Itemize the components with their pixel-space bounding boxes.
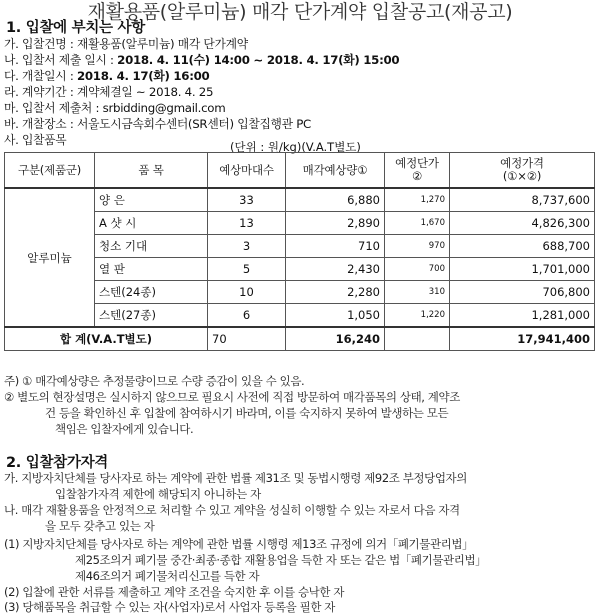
- qty-cell: 5: [208, 258, 286, 281]
- qty-cell: 13: [208, 212, 286, 235]
- header-total-line1: 예정가격: [500, 156, 544, 170]
- weight-cell: 6,880: [286, 188, 385, 212]
- unit-price-cell: 1,670: [385, 212, 450, 235]
- header-item: 품 목: [95, 153, 208, 189]
- item-cell: 스텐(27종): [95, 304, 208, 328]
- unit-price-cell: 1,220: [385, 304, 450, 328]
- item-submission-email: [4, 100, 225, 116]
- section1-heading: 1. 입찰에 부치는 사항: [6, 20, 145, 36]
- total-cell: 706,800: [450, 281, 595, 304]
- item-bid-name: [4, 36, 248, 52]
- item-prefix: 다. 개찰일시 :: [4, 69, 77, 83]
- item-prefix: 나. 입찰서 제출 일시 :: [4, 53, 118, 67]
- item-cell: 청소 기대: [95, 235, 208, 258]
- unit-price-cell: 970: [385, 235, 450, 258]
- item-cell: A 샷 시: [95, 212, 208, 235]
- document-title: 재활용품(알루미늄) 매각 단가계약 입찰공고(재공고): [87, 1, 513, 23]
- email-link[interactable]: srbidding@gmail.com: [102, 101, 226, 115]
- qty-cell: 3: [208, 235, 286, 258]
- item-value: 계약체결일 ~ 2018. 4. 25: [76, 85, 214, 99]
- item-value: 2018. 4. 11(수) 14:00 ~ 2018. 4. 17(화) 15:00: [117, 53, 400, 67]
- item-prefix: 바. 개찰장소 :: [4, 117, 77, 131]
- weight-cell: 2,280: [286, 281, 385, 304]
- total-cell: 4,826,300: [450, 212, 595, 235]
- header-total: [450, 153, 595, 189]
- table-row: [5, 188, 595, 212]
- table-header-row: [5, 153, 595, 189]
- total-amount: 17,941,400: [450, 327, 595, 351]
- header-unit-price-line1: 예정단가: [395, 156, 439, 170]
- section2-line: 입찰참가자격 제한에 해당되지 아니하는 자: [55, 487, 261, 501]
- note-line: 책임은 입찰자에게 있습니다.: [55, 422, 194, 436]
- item-contract-period: [4, 84, 213, 100]
- header-unit-price: [385, 153, 450, 189]
- section2-line: 나. 매각 재활용품을 안정적으로 처리할 수 있고 계약을 성실히 이행할 수 있는 자로서 다음 자격: [4, 503, 460, 517]
- note-line: ② 별도의 현장설명은 실시하지 않으므로 필요시 사전에 직접 방문하여 매각품목의 상태, 계약조: [4, 390, 460, 404]
- note-line: 주) ① 매각예상량은 추정물량이므로 수량 증감이 있을 수 있음.: [4, 374, 305, 388]
- qty-cell: 10: [208, 281, 286, 304]
- bid-items-table: [4, 152, 595, 351]
- header-unit-price-line2: ②: [411, 169, 423, 183]
- section2-line: 을 모두 갖추고 있는 자: [45, 519, 155, 533]
- total-qty: 70: [208, 327, 286, 351]
- item-submission-period: [4, 52, 399, 68]
- note-line: 건 등을 확인하신 후 입찰에 참여하시기 바라며, 이를 숙지하지 못하여 발생하는 모든: [45, 406, 449, 420]
- item-prefix: 마. 입찰서 제출처 :: [4, 101, 103, 115]
- unit-price-cell: 700: [385, 258, 450, 281]
- item-prefix: 라. 계약기간 :: [4, 85, 77, 99]
- section2-line: (1) 지방자치단체를 당사자로 하는 계약에 관한 법률 시행령 제13조 규정에 의거「폐기물관리법」: [4, 537, 474, 551]
- total-cell: 1,701,000: [450, 258, 595, 281]
- total-unit-price-empty: [385, 327, 450, 351]
- item-value: 재활용품(알루미늄) 매각 단가계약: [76, 37, 248, 51]
- weight-cell: 2,430: [286, 258, 385, 281]
- section2-heading: 2. 입찰참가자격: [6, 455, 108, 471]
- section2-line: (2) 입찰에 관한 서류를 제출하고 계약 조건을 숙지한 후 이를 승낙한 자: [4, 585, 345, 599]
- total-weight: 16,240: [286, 327, 385, 351]
- table-total-row: [5, 327, 595, 351]
- section2-line: (3) 당해품목을 취급할 수 있는 자(사업자)로서 사업자 등록을 필한 자: [4, 600, 335, 614]
- section2-line: 제46조의거 폐기물처리신고를 득한 자: [75, 569, 260, 583]
- unit-price-cell: 1,270: [385, 188, 450, 212]
- qty-cell: 33: [208, 188, 286, 212]
- section2-line: 제25조의거 폐기물 중간·최종·종합 재활용업을 득한 자 또는 같은 법「폐기물관리법」: [75, 553, 487, 567]
- item-cell: 열 판: [95, 258, 208, 281]
- item-prefix: 가. 입찰건명 :: [4, 37, 77, 51]
- item-cell: 양 은: [95, 188, 208, 212]
- item-opening-date: [4, 68, 209, 84]
- item-prefix: 사. 입찰품목: [4, 133, 67, 147]
- header-category: 구분(제품군): [5, 153, 95, 189]
- item-cell: 스텐(24종): [95, 281, 208, 304]
- header-qty: 예상마대수: [208, 153, 286, 189]
- total-cell: 1,281,000: [450, 304, 595, 328]
- total-cell: 688,700: [450, 235, 595, 258]
- header-weight: 매각예상량①: [286, 153, 385, 189]
- unit-note: (단위 : 원/kg)(V.A.T별도): [230, 140, 361, 154]
- item-bid-items: [4, 132, 66, 148]
- unit-price-cell: 310: [385, 281, 450, 304]
- weight-cell: 1,050: [286, 304, 385, 328]
- total-cell: 8,737,600: [450, 188, 595, 212]
- header-total-line2: (①×②): [502, 169, 542, 183]
- item-value: 2018. 4. 17(화) 16:00: [76, 69, 210, 83]
- weight-cell: 710: [286, 235, 385, 258]
- item-value: 서울도시금속회수센터(SR센터) 입찰집행관 PC: [76, 117, 311, 131]
- item-opening-place: [4, 116, 311, 132]
- category-cell: 알루미늄: [5, 188, 95, 327]
- total-label: 합 계(V.A.T별도): [5, 327, 208, 351]
- section2-line: 가. 지방자치단체를 당사자로 하는 계약에 관한 법률 제31조 및 동법시행령 제92조 부정당업자의: [4, 471, 467, 485]
- qty-cell: 6: [208, 304, 286, 328]
- weight-cell: 2,890: [286, 212, 385, 235]
